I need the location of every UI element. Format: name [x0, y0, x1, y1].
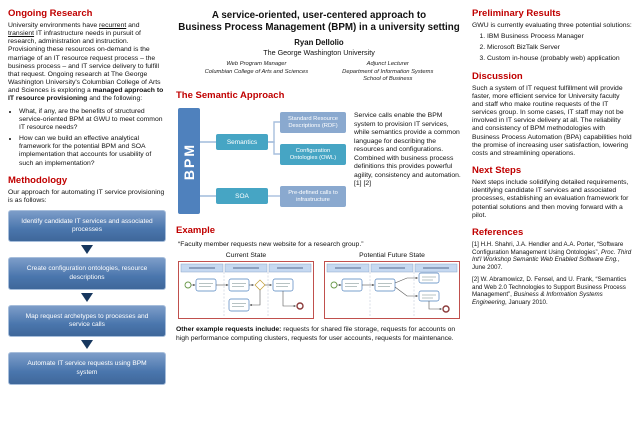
- flow-step-3: Map request archetypes to processes and service calls: [8, 305, 166, 337]
- example-quote: “Faculty member requests new website for a research group.”: [178, 241, 364, 249]
- current-state-diagram: [178, 261, 314, 319]
- role-left-org: Columbian College of Arts and Sciences: [204, 68, 309, 75]
- ongoing-text-4: and the following:: [87, 95, 143, 103]
- methodology-flowchart: [8, 210, 166, 385]
- preliminary-results-heading: Preliminary Results: [472, 8, 561, 19]
- reference-1-date: , June 2007.: [472, 256, 620, 272]
- flow-step-1: Identify candidate IT services and associated processes: [8, 210, 166, 242]
- ongoing-text-2: and: [126, 22, 140, 29]
- role-right-dept: Department of Information Systems: [342, 68, 434, 75]
- semantic-approach-heading: The Semantic Approach: [176, 90, 285, 102]
- flow-step-4: Automate IT service requests using BPM system: [8, 352, 166, 384]
- down-arrow-icon: [81, 340, 93, 349]
- solution-item: 3. Custom in-house (probably web) application: [487, 55, 632, 64]
- bold-managed-approach: managed approach to IT resource provisioning: [8, 87, 164, 103]
- methodology-intro: Our approach for automating IT service provisioning is as follows:: [8, 188, 165, 204]
- down-arrow-icon: [81, 293, 93, 302]
- ongoing-text-1: University environments have: [8, 22, 100, 29]
- poster-title-line2: Business Process Management (BPM) in a university setting: [178, 22, 460, 34]
- research-question-item: • What, if any, are the benefits of structured service-oriented BPM at GWU to meet common IT resource needs?: [19, 108, 166, 132]
- role-left-title: Web Program Manager: [226, 61, 287, 68]
- underlined-recurrent: recurrent: [99, 22, 127, 29]
- semantics-box: Semantics: [216, 134, 268, 150]
- role-right-school: School of Business: [363, 75, 413, 82]
- current-state-bpmn: [179, 262, 313, 318]
- poster-title: [176, 10, 462, 34]
- underlined-transient: transient: [8, 30, 35, 38]
- bpm-label: BPM: [181, 142, 197, 180]
- other-requests-rest: requests for shared file storage, requests for accounts on high performance computing clusters, requests for user accounts, requests for maintenance.: [176, 326, 456, 342]
- calls-box: Pre-defined calls to infrastructure: [280, 186, 346, 207]
- reference-2-venue: Business & Information Systems Engineering: [472, 291, 603, 307]
- role-left: [205, 61, 309, 83]
- research-question-item: • How can we build an effective analytical framework for the potential BPM and SOA implementation that accounts for usability of such an implementation?: [19, 135, 166, 168]
- task: [273, 279, 293, 291]
- flow-step-2: Create configuration ontologies, resource descriptions: [8, 257, 166, 289]
- task: [375, 279, 395, 291]
- reference-1: [472, 241, 632, 272]
- reference-2-date: , January 2010.: [505, 299, 548, 307]
- solution-item: 1. IBM Business Process Manager: [487, 33, 632, 42]
- current-state-title: Current State: [225, 252, 267, 260]
- other-requests-lead: Other example requests include:: [176, 326, 282, 334]
- affiliation: The George Washington University: [263, 48, 375, 58]
- next-steps-paragraph: Next steps include solidifying detailed requirements, identifying candidate IT services and associated processes, establishing an evaluation framework for potential solutions and then moving forward with a pilot.: [472, 179, 629, 219]
- bpm-bar: [178, 108, 200, 214]
- start-event: [331, 282, 337, 288]
- reference-2-text: [2] W. Abramowicz, D. Fensel, and U. Frank, “Semantics and Web 2.0 Technologies to Support Business Process Management”,: [472, 275, 627, 299]
- ongoing-text-3: IT infrastructure needs in pursuit of research, administration and instruction. Provisioning these resources on-demand is the marriage of an IT resource request process – the business process – and IT service delivery to fulfill that request. Ongoing research at The George Washington University's Columbian College of Arts and Sciences is exploring a: [8, 30, 161, 95]
- task: [419, 273, 439, 283]
- reference-2: [472, 276, 632, 307]
- task: [229, 299, 249, 311]
- right-column: [472, 8, 632, 425]
- lane-headers: [181, 264, 311, 272]
- lane-headers: [327, 264, 457, 272]
- soa-box: SOA: [216, 188, 268, 204]
- start-event: [185, 282, 191, 288]
- reference-1-venue: Proc. Third Int'l Workshop Semantic Web Enabled Software Eng.: [472, 248, 632, 264]
- discussion-paragraph: Such a system of IT request fulfillment will provide faster, more efficient service for University faculty and staff who make routine requests of the IT services group. In some cases, IT staff may not be involved in IT service delivery at all. The reliability and consistency of BPM methodologies with Business Process Automation (BPA) capabilities hold the promise of increasing user satisfaction, lowering costs and streamlining operations.: [472, 84, 632, 157]
- example-diagrams: [176, 252, 462, 319]
- research-questions-list: [19, 108, 166, 168]
- center-column: [176, 8, 462, 425]
- other-requests-paragraph: [176, 326, 462, 343]
- future-state-diagram: [324, 261, 460, 319]
- role-right: [342, 61, 433, 83]
- end-event: [443, 306, 449, 312]
- current-state-block: [178, 252, 314, 319]
- author-roles: [176, 61, 462, 83]
- next-steps-heading: Next Steps: [472, 165, 522, 177]
- task: [229, 279, 249, 291]
- poster-title-line1: A service-oriented, user-centered approach to: [211, 10, 427, 21]
- ongoing-research-paragraph: [8, 22, 166, 104]
- reference-1-text: [1] H.H. Shahri, J.A. Hendler and A.A. Porter, “Software Configuration Management Using Ontologies”,: [472, 240, 624, 256]
- future-state-title: Potential Future State: [359, 252, 425, 260]
- references-heading: References: [472, 226, 524, 238]
- left-column: [8, 8, 166, 425]
- semantic-description: Service calls enable the BPM system to provision IT services, while semantics provide a common language for describing the resources and configurations. Combined with business process definitions this provides powerful agility, consistency and automation. [1] [2]: [354, 112, 461, 188]
- down-arrow-icon: [81, 245, 93, 254]
- example-heading: Example: [176, 225, 216, 237]
- owl-box: Configuration Ontologies (OWL): [280, 144, 346, 165]
- semantic-diagram: [176, 106, 348, 218]
- rdf-box: Standard Resource Descriptions (RDF): [280, 112, 346, 133]
- semantic-approach-section: [176, 106, 462, 218]
- task: [419, 291, 439, 301]
- future-state-block: [324, 252, 460, 319]
- future-state-bpmn: [325, 262, 459, 318]
- task: [342, 279, 362, 291]
- end-event: [297, 303, 303, 309]
- ongoing-research-heading: Ongoing Research: [8, 8, 93, 19]
- methodology-heading: Methodology: [8, 174, 68, 186]
- results-intro: GWU is currently evaluating three potential solutions:: [472, 22, 632, 29]
- solution-item: 2. Microsoft BizTalk Server: [487, 44, 632, 53]
- discussion-heading: Discussion: [472, 70, 523, 82]
- gateway: [255, 280, 265, 290]
- task: [196, 279, 216, 291]
- solutions-list: [487, 33, 632, 63]
- author-name: Ryan Dellolio: [294, 38, 344, 48]
- role-right-title: Adjunct Lecturer: [366, 61, 409, 68]
